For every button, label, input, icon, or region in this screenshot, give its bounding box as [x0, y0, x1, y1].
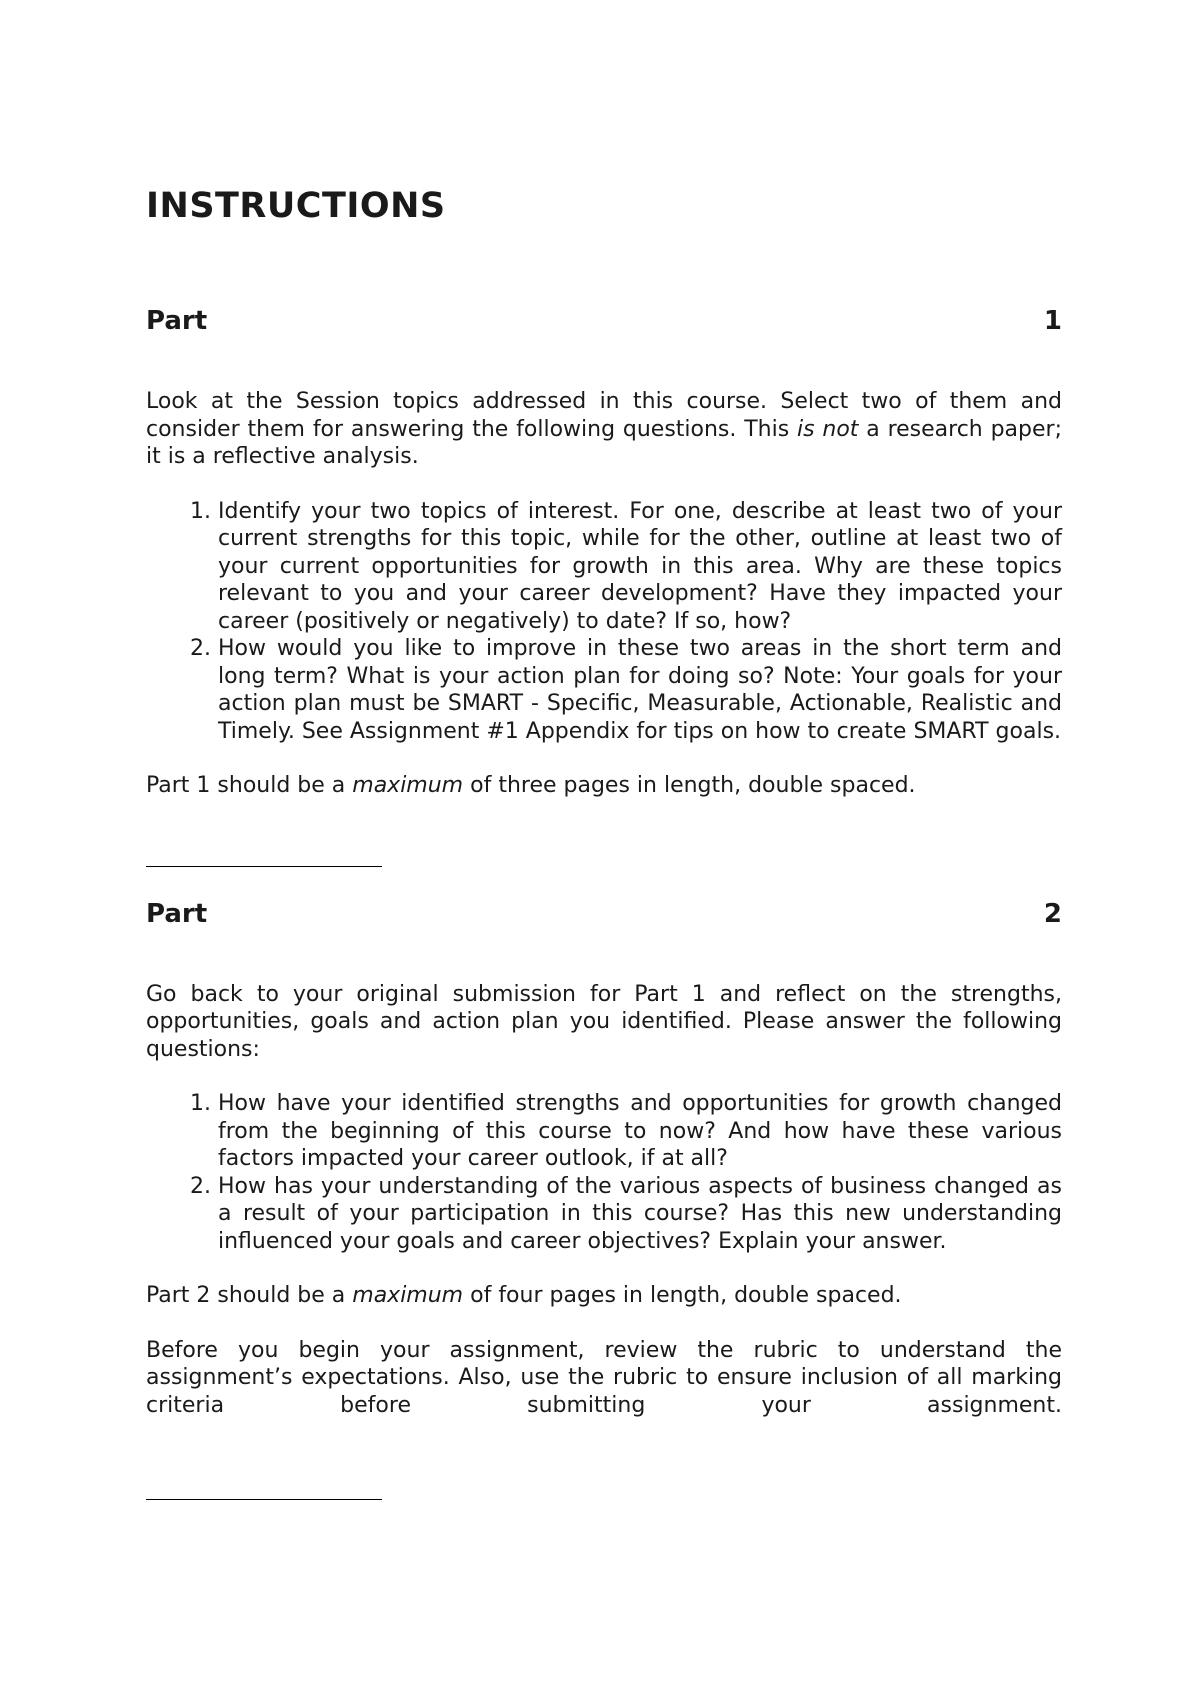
part-2-question-list	[146, 1090, 1062, 1255]
part-1-question-2: 2. How would you like to improve in these two areas in the short term and long term? What is your action plan for doing so? Note: Your goals for your action plan must be SMART - Specific, Measurable, Actionable, Realistic and Timely. See Assignment #1 Appendix for tips on how to create SMART goals.	[218, 635, 1062, 745]
part-1-question-list	[146, 498, 1062, 746]
part-1-intro: Look at the Session topics addressed in this course. Select two of them and consider them for answering the following questions. This is not a research paper; it is a reflective analysis.	[146, 389, 1062, 469]
part-1-length-emphasis: maximum	[352, 773, 464, 798]
closing-note: Before you begin your assignment, review the rubric to understand the assignment’s expectations. Also, use the rubric to ensure inclusion of all marking criteria before submitting your assignment.	[146, 1337, 1062, 1418]
part-1-intro-emphasis: is not	[797, 416, 859, 442]
part-1-question-1: 1. Identify your two topics of interest. For one, describe at least two of your current strengths for this topic, while for the other, outline at least two of your current opportunities for growth in this area. Why are these topics relevant to you and your career development? Have they impacted your career (positively or negatively) to date? If so, how?	[218, 498, 1062, 636]
part-2-question-2: 2. How has your understanding of the various aspects of business changed as a result of your participation in this course? Has this new understanding influenced your goals and career objectives? Explain your answer.	[218, 1173, 1062, 1256]
part-2-length-emphasis: maximum	[352, 1283, 464, 1308]
part-2-heading-word: Part	[146, 898, 208, 929]
part-2-question-1: 1. How have your identified strengths and opportunities for growth changed from the beginning of this course to now? And how have these various factors impacted your career outlook, if at all?	[218, 1090, 1062, 1173]
part-1-heading-number: 1	[1043, 306, 1062, 336]
footnote-divider	[146, 1499, 382, 1500]
part-2-heading-number: 2	[1043, 898, 1062, 929]
part-1-length-note: Part 1 should be a maximum of three pages in length, double spaced.	[146, 773, 916, 798]
part-2-heading	[146, 899, 1062, 929]
part-1-heading-word: Part	[146, 306, 208, 336]
part-1-heading	[146, 306, 1062, 336]
section-divider	[146, 866, 382, 867]
page-title: INSTRUCTIONS	[146, 186, 446, 226]
part-2-intro: Go back to your original submission for Part 1 and reflect on the strengths, opportunities, goals and action plan you identified. Please answer the following questions:	[146, 981, 1062, 1062]
document-content	[146, 186, 1062, 1500]
part-2-length-note: Part 2 should be a maximum of four pages in length, double spaced.	[146, 1283, 902, 1308]
